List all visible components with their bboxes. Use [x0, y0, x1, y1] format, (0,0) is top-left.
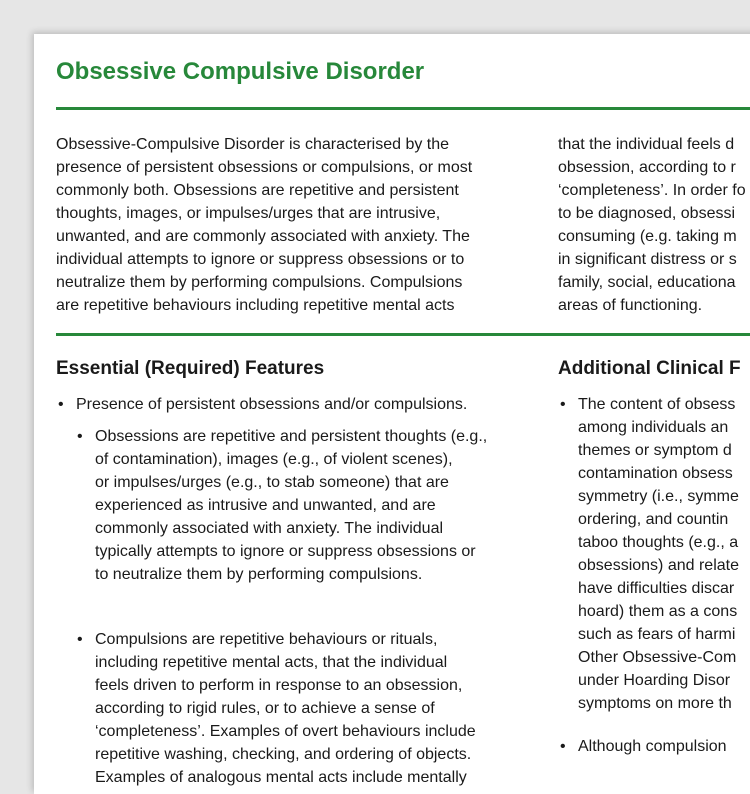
bullet-marker: •	[58, 396, 64, 413]
intro-line: family, social, educationa	[558, 274, 736, 291]
bullet-marker: •	[560, 396, 566, 413]
obsessions-bullet-line: Obsessions are repetitive and persistent thoughts (e.g.,	[95, 428, 488, 445]
intro-line: consuming (e.g. taking m	[558, 228, 737, 245]
additional-bullet-item	[560, 393, 739, 715]
intro-line: thoughts, images, or impulses/urges that are intrusive,	[56, 205, 441, 222]
bullet-marker: •	[560, 738, 566, 755]
compulsions-bullet-item	[77, 628, 476, 789]
intro-line: in significant distress or s	[558, 251, 737, 268]
additional-bullet-line: symptoms on more th	[578, 695, 732, 712]
intro-line: that the individual feels d	[558, 136, 735, 153]
compulsions-bullet-line: ‘completeness’. Examples of overt behaviours include	[95, 723, 476, 740]
additional-bullet-line: taboo thoughts (e.g., a	[578, 534, 739, 551]
obsessions-bullet-line: experienced as intrusive and unwanted, and are	[95, 497, 436, 514]
essential-sub-bullet-compulsions	[77, 628, 476, 789]
additional-bullet-line: hoard) them as a cons	[578, 603, 738, 620]
compulsions-bullet-line: repetitive washing, checking, and ordering of objects.	[95, 746, 472, 763]
intro-line: areas of functioning.	[558, 297, 703, 314]
document-title: Obsessive Compulsive Disorder	[56, 58, 425, 85]
additional-bullet-line: The content of obsess	[578, 396, 736, 413]
intro-line: individual attempts to ignore or suppress obsessions or to	[56, 251, 465, 268]
section-divider	[56, 333, 750, 336]
additional-bullet-line: have difficulties discar	[578, 580, 735, 597]
essential-bullet-item	[58, 393, 468, 416]
additional-clinical-heading: Additional Clinical F	[558, 358, 741, 379]
additional-bullet-line: among individuals an	[578, 419, 729, 436]
additional-bullet-compulsions	[560, 735, 727, 758]
additional-bullet-line: obsessions) and relate	[578, 557, 739, 574]
intro-line: are repetitive behaviours including repetitive mental acts	[56, 297, 455, 314]
essential-bullet-main	[58, 393, 468, 416]
document-page	[34, 34, 750, 794]
additional-bullet-line: such as fears of harmi	[578, 626, 736, 643]
obsessions-bullet-item	[77, 425, 488, 586]
compulsions-bullet-line: feels driven to perform in response to an obsession,	[95, 677, 463, 694]
additional-bullet-item	[560, 735, 727, 758]
intro-line: commonly both. Obsessions are repetitive and persistent	[56, 182, 459, 199]
additional-bullet-line: under Hoarding Disor	[578, 672, 731, 689]
obsessions-bullet-line: to neutralize them by performing compulsions.	[95, 566, 423, 583]
bullet-marker: •	[77, 631, 83, 648]
obsessions-bullet-line: of contamination), images (e.g., of violent scenes),	[95, 451, 453, 468]
compulsions-bullet-line: Examples of analogous mental acts include mentally	[95, 769, 467, 786]
intro-line: to be diagnosed, obsessi	[558, 205, 736, 222]
intro-paragraph-right	[558, 133, 750, 317]
additional-bullet-content	[560, 393, 739, 715]
intro-line: presence of persistent obsessions or compulsions, or most	[56, 159, 473, 176]
additional-bullet-line: Although compulsion	[578, 738, 727, 755]
additional-bullet-line: Other Obsessive-Com	[578, 649, 737, 666]
additional-bullet-line: themes or symptom d	[578, 442, 732, 459]
title-divider	[56, 107, 750, 110]
compulsions-bullet-line: according to rigid rules, or to achieve a sense of	[95, 700, 435, 717]
additional-bullet-line: symmetry (i.e., symme	[578, 488, 739, 505]
bullet-marker: •	[77, 428, 83, 445]
obsessions-bullet-line: or impulses/urges (e.g., to stab someone) that are	[95, 474, 449, 491]
obsessions-bullet-line: commonly associated with anxiety. The individual	[95, 520, 444, 537]
intro-line: obsession, according to r	[558, 159, 736, 176]
intro-paragraph-left	[56, 133, 526, 317]
compulsions-bullet-line: including repetitive mental acts, that the individual	[95, 654, 448, 671]
additional-bullet-line: ordering, and countin	[578, 511, 729, 528]
intro-line: neutralize them by performing compulsions. Compulsions	[56, 274, 463, 291]
intro-line: Obsessive-Compulsive Disorder is characterised by the	[56, 136, 450, 153]
intro-line: unwanted, and are commonly associated with anxiety. The	[56, 228, 470, 245]
essential-features-heading: Essential (Required) Features	[56, 358, 325, 379]
intro-line: ‘completeness’. In order fo	[558, 182, 746, 199]
essential-bullet-line: Presence of persistent obsessions and/or compulsions.	[76, 396, 468, 413]
compulsions-bullet-line: Compulsions are repetitive behaviours or rituals,	[95, 631, 438, 648]
obsessions-bullet-line: typically attempts to ignore or suppress obsessions or	[95, 543, 476, 560]
essential-sub-bullet-obsessions	[77, 425, 488, 586]
additional-bullet-line: contamination obsess	[578, 465, 733, 482]
